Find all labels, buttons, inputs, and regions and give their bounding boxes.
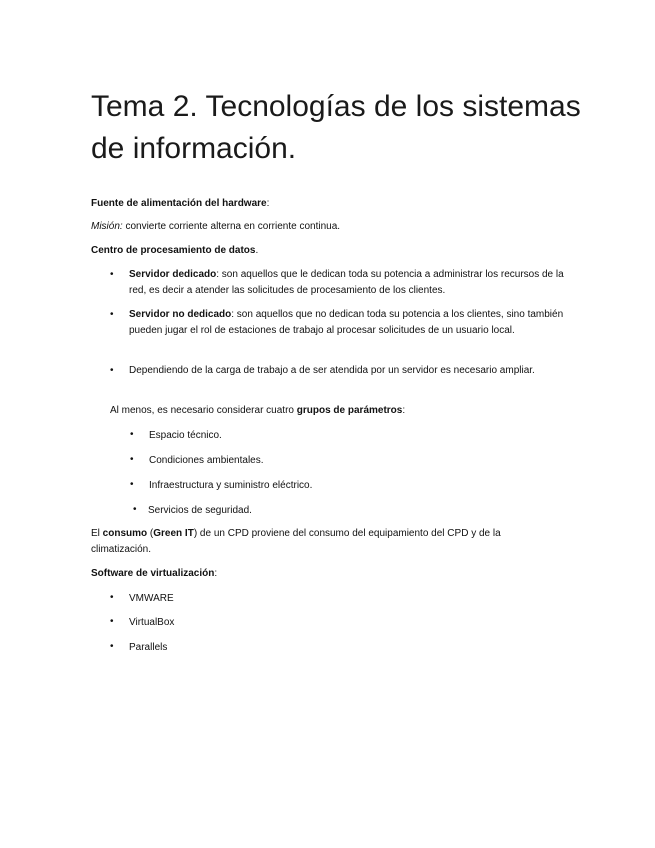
bullet-icon: • [110, 592, 114, 603]
software-item: VirtualBox [129, 617, 175, 628]
fuente-heading [91, 196, 561, 212]
consumo-pre: El [91, 528, 103, 539]
list-item-text: Dependiendo de la carga de trabajo a de ser atendida por un servidor es necesario ampliar. [129, 365, 535, 376]
list-item-bold: Servidor dedicado [129, 269, 217, 280]
bullet-icon: • [130, 454, 134, 465]
list-item [129, 363, 569, 379]
bullet-icon: • [110, 269, 114, 280]
bullet-icon: • [110, 616, 114, 627]
group-item: Infraestructura y suministro eléctrico. [149, 480, 313, 491]
bullet-icon: • [133, 504, 137, 515]
mision-text: convierte corriente alterna en corriente continua. [122, 221, 341, 232]
virtual-heading-text: Software de virtualización [91, 568, 215, 579]
list-item [129, 307, 569, 339]
consumo-mid: ( [147, 528, 154, 539]
bullet-icon: • [130, 479, 134, 490]
green-it-bold: Green IT [153, 528, 194, 539]
cpd-heading-text: Centro de procesamiento de datos [91, 245, 256, 256]
fuente-heading-colon: : [266, 198, 270, 209]
software-item: VMWARE [129, 593, 174, 604]
cpd-heading [91, 243, 561, 259]
bullet-icon: • [110, 309, 114, 320]
page-title: Tema 2. Tecnologías de los sistemas de información. [91, 90, 581, 165]
groups-intro-bold: grupos de parámetros [296, 405, 403, 416]
consumo-post: ) de un CPD proviene del consumo del equipamiento del CPD y de la climatización. [91, 528, 501, 555]
bullet-icon: • [110, 641, 114, 652]
fuente-heading-text: Fuente de alimentación del hardware [91, 198, 267, 209]
group-item: Condiciones ambientales. [149, 455, 264, 466]
bullet-icon: • [130, 429, 134, 440]
list-item-text: : son aquellos que le dedican toda su potencia a administrar los recursos de la red, es decir a atender las solicitudes de procesamiento de los clientes. [129, 269, 564, 296]
group-item: Servicios de seguridad. [148, 505, 252, 516]
group-item: Espacio técnico. [149, 430, 222, 441]
virtual-heading [91, 566, 561, 582]
mision-paragraph [91, 219, 561, 235]
groups-intro-post: : [402, 405, 406, 416]
list-item [129, 267, 569, 299]
groups-intro-pre: Al menos, es necesario considerar cuatro [110, 405, 297, 416]
bullet-icon: • [110, 365, 114, 376]
cpd-heading-tail: . [255, 245, 259, 256]
list-item-text: : son aquellos que no dedican toda su potencia a los clientes, sino también pueden jugar el rol de estaciones de trabajo al procesar solicitudes de un usuario local. [129, 309, 564, 336]
virtual-heading-colon: : [214, 568, 218, 579]
software-item: Parallels [129, 642, 168, 653]
list-item-bold: Servidor no dedicado [129, 309, 232, 320]
groups-intro [110, 403, 580, 419]
consumo-bold: consumo [102, 528, 148, 539]
mision-label: Misión: [91, 221, 123, 232]
consumo-paragraph [91, 526, 561, 558]
